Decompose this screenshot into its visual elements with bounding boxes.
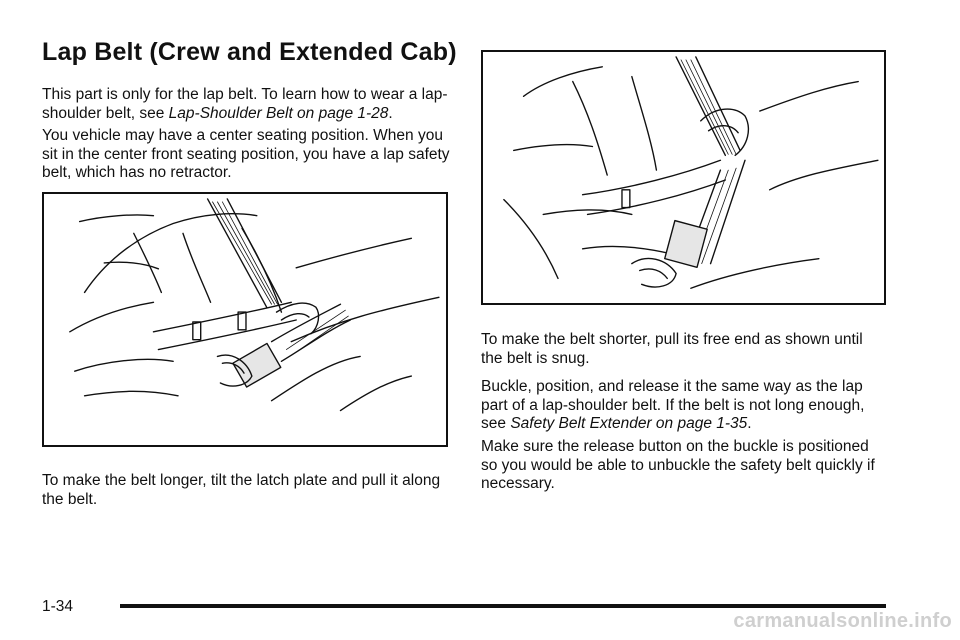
watermark: carmanualsonline.info xyxy=(733,610,952,632)
intro-paragraph: This part is only for the lap belt. To learn how to wear a lap-shoulder belt, see Lap-Shoulder Belt on page 1-28. xyxy=(42,86,448,122)
shorten-belt-drawing xyxy=(483,52,884,303)
illustration-shorten-belt xyxy=(481,50,886,305)
page-number: 1-34 xyxy=(42,598,74,615)
footer-rule xyxy=(120,604,886,608)
center-seating-paragraph: You vehicle may have a center seating position. When you sit in the center front seating position, you have a lap safety belt, which has no retractor. xyxy=(42,127,450,181)
illustration-lengthen-belt xyxy=(42,192,448,447)
cross-reference-belt-extender[interactable]: Safety Belt Extender on page 1-35 xyxy=(510,415,748,432)
lengthen-caption: To make the belt longer, tilt the latch plate and pull it along the belt. xyxy=(42,472,441,508)
page-title: Lap Belt (Crew and Extended Cab) xyxy=(42,38,457,66)
release-button-paragraph: Make sure the release button on the buckle is positioned so you would be able to unbuckle the safety belt quickly if necessary. xyxy=(481,438,875,492)
cross-reference-lap-shoulder-belt[interactable]: Lap-Shoulder Belt on page 1-28 xyxy=(168,104,389,122)
buckle-paragraph: Buckle, position, and release it the same way as the lap part of a lap-shoulder belt. If the belt is not long enough, see Safety Belt Extender on page 1-35. xyxy=(481,378,865,432)
lengthen-belt-drawing xyxy=(44,194,446,445)
shorten-caption: To make the belt shorter, pull its free end as shown until the belt is snug. xyxy=(481,331,863,367)
